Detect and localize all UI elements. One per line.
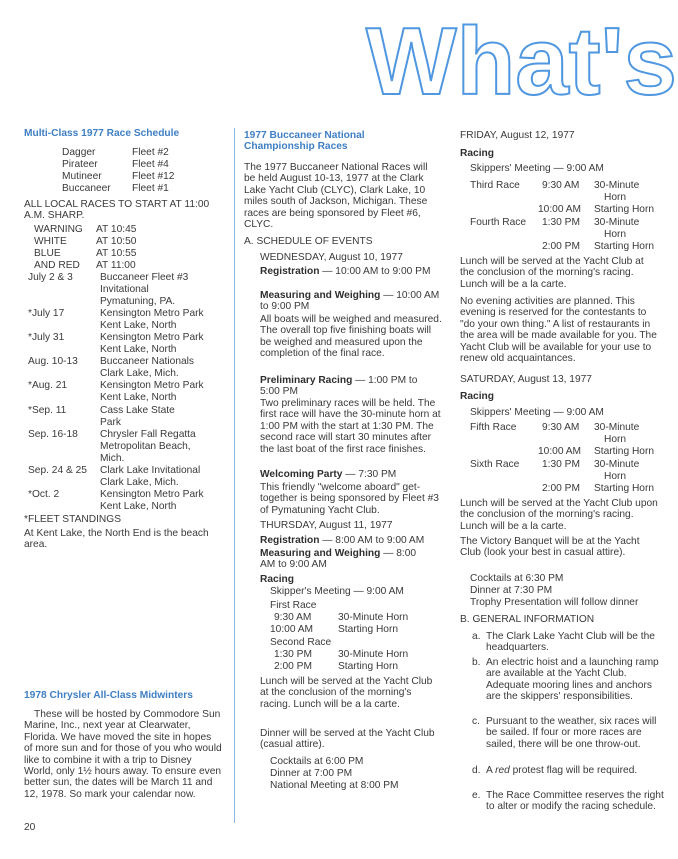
info-letter: b.	[472, 657, 481, 668]
second-race-label: Second Race	[270, 637, 332, 648]
thu-dinner-note: Dinner will be served at the Yacht Club (casual attire).	[260, 728, 435, 751]
skippers-meeting: Skipper's Meeting — 9:00 AM	[270, 586, 404, 597]
race-venue: Buccaneer Nationals	[100, 356, 195, 367]
registration-label: Registration	[260, 535, 320, 546]
race-horn: 30-Minute	[594, 422, 640, 433]
signal-flag: WHITE	[34, 236, 67, 247]
fleet-number: Fleet #2	[132, 147, 169, 158]
third-race-label: Third Race	[470, 180, 520, 191]
friday-racing-heading: Racing	[460, 148, 494, 159]
thu-lunch-note: Lunch will be served at the Yacht Club at the conclusion of the morning's racing. Lunch will be a la carte.	[260, 676, 433, 710]
signal-flag: AND RED	[34, 260, 80, 271]
info-letter: e.	[472, 790, 481, 801]
saturday-racing-heading: Racing	[460, 391, 494, 402]
race-venue: Kent Lake, North	[100, 501, 177, 512]
headline	[358, 2, 678, 114]
race-time: 1:30 PM	[542, 459, 580, 470]
friday-skippers: Skippers' Meeting — 9:00 AM	[470, 163, 604, 174]
race-time: 9:30 AM	[542, 422, 580, 433]
race-horn: Starting Horn	[338, 624, 399, 635]
race-horn: 30-Minute Horn	[338, 649, 409, 660]
info-text: The Clark Lake Yacht Club will be the headquarters.	[486, 631, 655, 654]
race-time: 2:00 PM	[542, 241, 580, 252]
measuring-label: Measuring and Weighing	[260, 290, 381, 301]
thursday-heading: THURSDAY, August 11, 1977	[260, 520, 393, 531]
banquet-item: Cocktails at 6:30 PM	[470, 573, 564, 584]
race-venue: Kensington Metro Park	[100, 489, 204, 500]
race-horn: Horn	[604, 434, 627, 445]
info-text: Pursuant to the weather, six races will be sailed. If four or more races are sailed, there will be one throw-out.	[486, 716, 657, 750]
championship-title: 1977 Buccaneer National Championship Races	[244, 130, 365, 153]
race-horn: Starting Horn	[594, 241, 655, 252]
race-horn: 30-Minute	[594, 217, 640, 228]
race-horn: Starting Horn	[594, 204, 655, 215]
measuring-text: All boats will be weighed and measured. The overall top five finishing boats will be weighed and measured upon the completion of the final race.	[260, 314, 442, 360]
race-horn: Starting Horn	[338, 661, 399, 672]
race-venue: Clark Lake, Mich.	[100, 477, 179, 488]
fleet-number: Fleet #1	[132, 183, 169, 194]
measuring-label: Measuring and Weighing	[260, 548, 381, 559]
signal-time: AT 11:00	[96, 260, 136, 271]
saturday-heading: SATURDAY, August 13, 1977	[460, 374, 592, 385]
info-text: An electric hoist and a launching ramp are available at the Yacht Club. Adequate mooring lines and anchors are the skippers' responsibilities.	[486, 657, 659, 703]
championship-intro: The 1977 Buccaneer National Races will be held August 10-13, 1977 at the Clark Lake Yacht Club (CLYC), Clark Lake, 10 miles south of Jackson, Michigan. These races are being sponsored by Fleet #6, CLYC.	[244, 162, 428, 231]
prelim-text: Two preliminary races will be held. The first race will have the 30-minute horn at 1:00 PM with the start at 1:30 PM. The second race will start 30 minutes after the last boat of the first race finishes.	[260, 398, 441, 455]
race-time: 9:30 AM	[542, 180, 580, 191]
race-venue: Kent Lake, North	[100, 344, 177, 355]
section-a-heading: A. SCHEDULE OF EVENTS	[244, 236, 373, 247]
race-time: 2:00 PM	[542, 483, 580, 494]
fleet-class: Dagger	[62, 147, 96, 158]
signal-flag: BLUE	[34, 248, 61, 259]
welcoming-text: This friendly "welcome aboard" get-together is being sponsored by Fleet #3 of Pymatuning Yacht Club.	[260, 482, 439, 516]
fourth-race-label: Fourth Race	[470, 217, 527, 228]
info-letter: d.	[472, 765, 481, 776]
victory-banquet-note: The Victory Banquet will be at the Yacht Club (look your best in casual attire).	[460, 536, 640, 559]
race-venue: Park	[100, 417, 121, 428]
race-date: Sep. 16-18	[28, 429, 78, 440]
thu-measuring	[260, 548, 430, 571]
race-date: *July 17	[28, 308, 65, 319]
race-horn: Horn	[604, 471, 627, 482]
racing-heading: Racing	[260, 574, 294, 585]
race-date: *Sep. 11	[28, 405, 67, 416]
welcoming-time: — 7:30 PM	[342, 469, 397, 480]
race-date: Aug. 10-13	[28, 356, 78, 367]
prelim-time: — 1:00 PM to 5:00 PM	[260, 375, 418, 398]
race-time: 9:30 AM	[274, 612, 312, 623]
headline-text: What's	[366, 8, 677, 114]
race-venue: Invitational	[100, 284, 149, 295]
saturday-skippers: Skippers' Meeting — 9:00 AM	[470, 407, 604, 418]
race-time: 10:00 AM	[538, 446, 582, 457]
measuring-time: — 8:00 AM to 9:00 AM	[260, 548, 417, 571]
registration-time: — 10:00 AM to 9:00 PM	[319, 266, 431, 277]
race-venue: Kensington Metro Park	[100, 332, 204, 343]
prelim-label: Preliminary Racing	[260, 375, 353, 386]
race-venue: Clark Lake, Mich.	[100, 368, 179, 379]
info-text-part: protest flag will be required.	[509, 765, 638, 776]
local-races-note: ALL LOCAL RACES TO START AT 11:00 A.M. SHARP.	[24, 199, 210, 222]
race-venue: Chrysler Fall Regatta	[100, 429, 196, 440]
registration-label: Registration	[260, 266, 320, 277]
column-divider	[234, 128, 235, 823]
registration-time: — 8:00 AM to 9:00 AM	[319, 535, 425, 546]
race-venue: Mich.	[100, 453, 125, 464]
info-letter: a.	[472, 631, 481, 642]
race-venue: Kensington Metro Park	[100, 380, 204, 391]
fleet-class: Mutineer	[62, 171, 102, 182]
signal-flag: WARNING	[34, 224, 83, 235]
kent-lake-note: At Kent Lake, the North End is the beach area.	[24, 528, 209, 551]
race-time: 1:30 PM	[274, 649, 312, 660]
race-date: *Aug. 21	[28, 380, 68, 391]
headline-art	[358, 2, 678, 114]
fleet-class: Pirateer	[62, 159, 98, 170]
race-date: *July 31	[28, 332, 65, 343]
race-time: 1:30 PM	[542, 217, 580, 228]
signal-time: AT 10:50	[96, 236, 137, 247]
friday-heading: FRIDAY, August 12, 1977	[460, 130, 575, 141]
info-letter: c.	[472, 716, 480, 727]
midwinters-text: These will be hosted by Commodore Sun Marine, Inc., next year at Clearwater, Florida. We have moved the site in hopes of more sun and for those of you who would like to combine it with a trip to Disney World, only 1½ hours away. To ensure even better sun, the dates will be March 11 and 12, 1978. So mark your calendar now.	[24, 709, 222, 800]
page-number: 20	[24, 822, 36, 833]
race-venue: Cass Lake State	[100, 405, 175, 416]
wed-measuring	[260, 290, 440, 313]
saturday-lunch-note: Lunch will be served at the Yacht Club upon the conclusion of the morning's racing. Lunch will be a la carte.	[460, 498, 658, 532]
race-time: 10:00 AM	[270, 624, 314, 635]
schedule-title: Multi-Class 1977 Race Schedule	[24, 128, 180, 139]
signal-time: AT 10:45	[96, 224, 137, 235]
fifth-race-label: Fifth Race	[470, 422, 517, 433]
section-b-heading: B. GENERAL INFORMATION	[460, 614, 595, 625]
fleet-class: Buccaneer	[62, 183, 111, 194]
measuring-time: — 10:00 AM to 9:00 PM	[260, 290, 440, 313]
banquet-item: Dinner at 7:30 PM	[470, 585, 553, 596]
wednesday-heading: WEDNESDAY, August 10, 1977	[260, 252, 403, 263]
race-horn: 30-Minute Horn	[338, 612, 409, 623]
race-date: Sep. 24 & 25	[28, 465, 87, 476]
race-venue: Buccaneer Fleet #3	[100, 272, 189, 283]
race-date: *Oct. 2	[28, 489, 60, 500]
race-venue: Kent Lake, North	[100, 392, 177, 403]
race-horn: 30-Minute	[594, 459, 640, 470]
race-venue: Kent Lake, North	[100, 320, 177, 331]
fleet-number: Fleet #4	[132, 159, 169, 170]
race-horn: 30-Minute	[594, 180, 640, 191]
wed-prelim	[260, 375, 440, 398]
first-race-label: First Race	[270, 600, 317, 611]
evening-item: Dinner at 7:00 PM	[270, 768, 353, 779]
evening-item: National Meeting at 8:00 PM	[270, 780, 399, 791]
race-venue: Clark Lake Invitational	[100, 465, 201, 476]
signal-time: AT 10:55	[96, 248, 137, 259]
fleet-standings-note: *FLEET STANDINGS	[24, 514, 121, 525]
wed-registration	[260, 266, 440, 277]
evening-item: Cocktails at 6:00 PM	[270, 756, 364, 767]
fleet-number: Fleet #12	[132, 171, 175, 182]
race-horn: Starting Horn	[594, 446, 655, 457]
banquet-item: Trophy Presentation will follow dinner	[470, 597, 639, 608]
friday-lunch-note: Lunch will be served at the Yacht Club at the conclusion of the morning's racing. Lunch will be a la carte.	[460, 256, 644, 290]
race-venue: Kensington Metro Park	[100, 308, 204, 319]
sixth-race-label: Sixth Race	[470, 459, 520, 470]
race-time: 2:00 PM	[274, 661, 312, 672]
wed-welcoming	[260, 469, 440, 480]
midwinters-title: 1978 Chrysler All-Class Midwinters	[24, 690, 193, 701]
friday-evening-note: No evening activities are planned. This evening is reserved for the contestants to "do your own thing." A list of restaurants in the area will be made available for you. The Yacht Club will be available for your use to renew old acquaintances.	[460, 296, 657, 365]
info-text	[486, 765, 656, 776]
race-time: 10:00 AM	[538, 204, 582, 215]
race-date: July 2 & 3	[28, 272, 73, 283]
thu-registration	[260, 535, 424, 546]
info-text-emphasis: red	[495, 765, 510, 776]
race-horn: Horn	[604, 229, 627, 240]
race-horn: Horn	[604, 192, 627, 203]
race-horn: Starting Horn	[594, 483, 655, 494]
welcoming-label: Welcoming Party	[260, 469, 343, 480]
race-venue: Pymatuning, PA.	[100, 296, 176, 307]
race-venue: Metropolitan Beach,	[100, 441, 191, 452]
info-text-part: A	[486, 765, 496, 776]
info-text: The Race Committee reserves the right to alter or modify the racing schedule.	[486, 790, 664, 813]
